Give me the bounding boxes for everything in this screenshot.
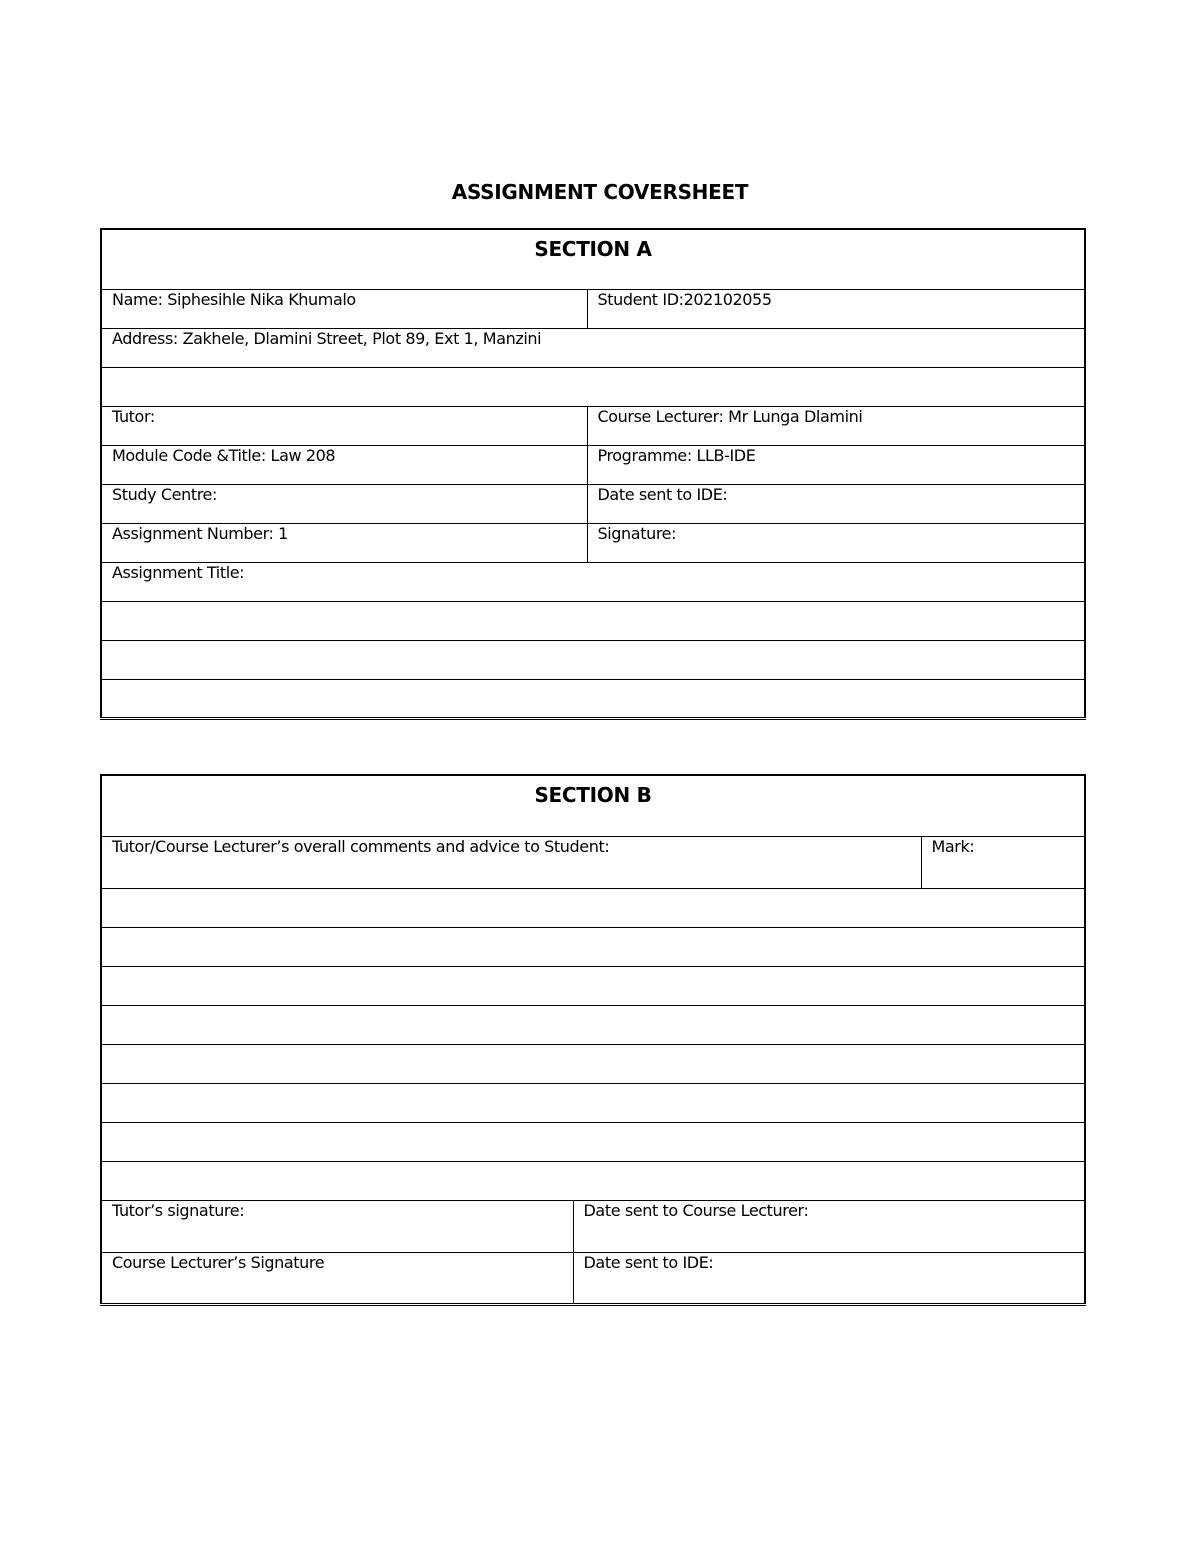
mark-field[interactable]: Mark:: [921, 836, 1085, 888]
address-field[interactable]: Address: Zakhele, Dlamini Street, Plot 89, Ext 1, Manzini: [101, 328, 1085, 367]
course-lecturer-field[interactable]: Course Lecturer: Mr Lunga Dlamini: [587, 406, 1085, 445]
page-title: ASSIGNMENT COVERSHEET: [451, 180, 749, 204]
comment-line[interactable]: [101, 927, 1085, 966]
comment-line[interactable]: [101, 888, 1085, 927]
comment-line[interactable]: [101, 1083, 1085, 1122]
comment-line[interactable]: [101, 1122, 1085, 1161]
tutor-field[interactable]: Tutor:: [101, 406, 587, 445]
module-field[interactable]: Module Code &Title: Law 208: [101, 445, 587, 484]
study-centre-field[interactable]: Study Centre:: [101, 484, 587, 523]
assignment-number-field[interactable]: Assignment Number: 1: [101, 523, 587, 562]
date-sent-ide-field[interactable]: Date sent to IDE:: [587, 484, 1085, 523]
signature-field[interactable]: Signature:: [587, 523, 1085, 562]
assignment-title-line[interactable]: [101, 640, 1085, 679]
section-a-table: [100, 228, 1086, 720]
comment-line[interactable]: [101, 1161, 1085, 1200]
lecturer-signature-field[interactable]: Course Lecturer’s Signature: [101, 1252, 573, 1304]
assignment-title-field[interactable]: Assignment Title:: [101, 562, 1085, 601]
programme-field[interactable]: Programme: LLB-IDE: [587, 445, 1085, 484]
date-sent-ide-field-b[interactable]: Date sent to IDE:: [573, 1252, 1085, 1304]
assignment-title-line[interactable]: [101, 679, 1085, 718]
date-sent-lecturer-field[interactable]: Date sent to Course Lecturer:: [573, 1200, 1085, 1252]
section-b-heading: SECTION B: [101, 775, 1085, 836]
comment-line[interactable]: [101, 1044, 1085, 1083]
student-id-field[interactable]: Student ID:202102055: [587, 289, 1085, 328]
comment-line[interactable]: [101, 966, 1085, 1005]
blank-row[interactable]: [101, 367, 1085, 406]
tutor-signature-field[interactable]: Tutor’s signature:: [101, 1200, 573, 1252]
comment-line[interactable]: [101, 1005, 1085, 1044]
section-a-heading: SECTION A: [101, 229, 1085, 289]
section-b-table: [100, 774, 1086, 1306]
assignment-title-line[interactable]: [101, 601, 1085, 640]
name-field[interactable]: Name: Siphesihle Nika Khumalo: [101, 289, 587, 328]
comments-label: Tutor/Course Lecturer’s overall comments and advice to Student:: [101, 836, 921, 888]
